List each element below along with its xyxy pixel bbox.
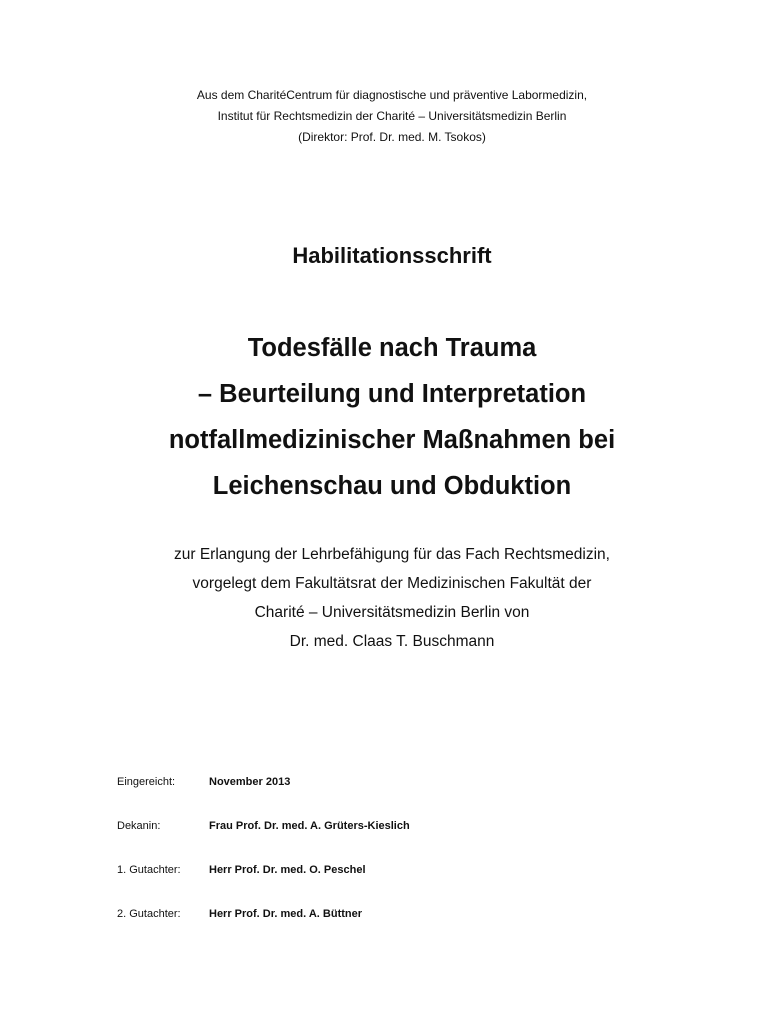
institution-line-3: (Direktor: Prof. Dr. med. M. Tsokos) [298, 130, 486, 144]
detail-value: Herr Prof. Dr. med. A. Büttner [209, 908, 363, 920]
detail-label: 1. Gutachter: [117, 864, 181, 876]
detail-row-reviewer-1 [117, 864, 677, 908]
title-line-1: Todesfälle nach Trauma [247, 334, 537, 362]
detail-label: 2. Gutachter: [117, 908, 181, 920]
detail-value: November 2013 [209, 776, 291, 788]
detail-label: Dekanin: [117, 820, 161, 832]
title-line-4: Leichenschau und Obduktion [212, 472, 572, 500]
purpose-line-1: zur Erlangung der Lehrbefähigung für das Fach Rechtsmedizin, [174, 546, 610, 563]
detail-row-dean [117, 820, 677, 864]
submission-details [117, 776, 677, 952]
institution-line-1: Aus dem CharitéCentrum für diagnostische und präventive Labormedizin, [196, 88, 588, 102]
detail-row-submitted [117, 776, 677, 820]
document-type: Habilitationsschrift [292, 243, 492, 268]
detail-value: Herr Prof. Dr. med. O. Peschel [209, 864, 366, 876]
purpose-line-2: vorgelegt dem Fakultätsrat der Medizinischen Fakultät der [192, 575, 592, 592]
institution-line-2: Institut für Rechtsmedizin der Charité – Universitätsmedizin Berlin [217, 109, 567, 123]
detail-row-reviewer-2 [117, 908, 677, 952]
detail-label: Eingereicht: [117, 776, 176, 788]
institution-header [0, 85, 770, 148]
purpose-line-3: Charité – Universitätsmedizin Berlin von [254, 604, 530, 621]
title-line-3: notfallmedizinischer Maßnahmen bei [168, 426, 616, 454]
detail-value: Frau Prof. Dr. med. A. Grüters-Kieslich [209, 820, 410, 832]
title-line-2: – Beurteilung und Interpretation [197, 380, 587, 408]
thesis-title [0, 325, 770, 509]
author-name: Dr. med. Claas T. Buschmann [289, 633, 495, 650]
purpose-statement [0, 540, 770, 656]
